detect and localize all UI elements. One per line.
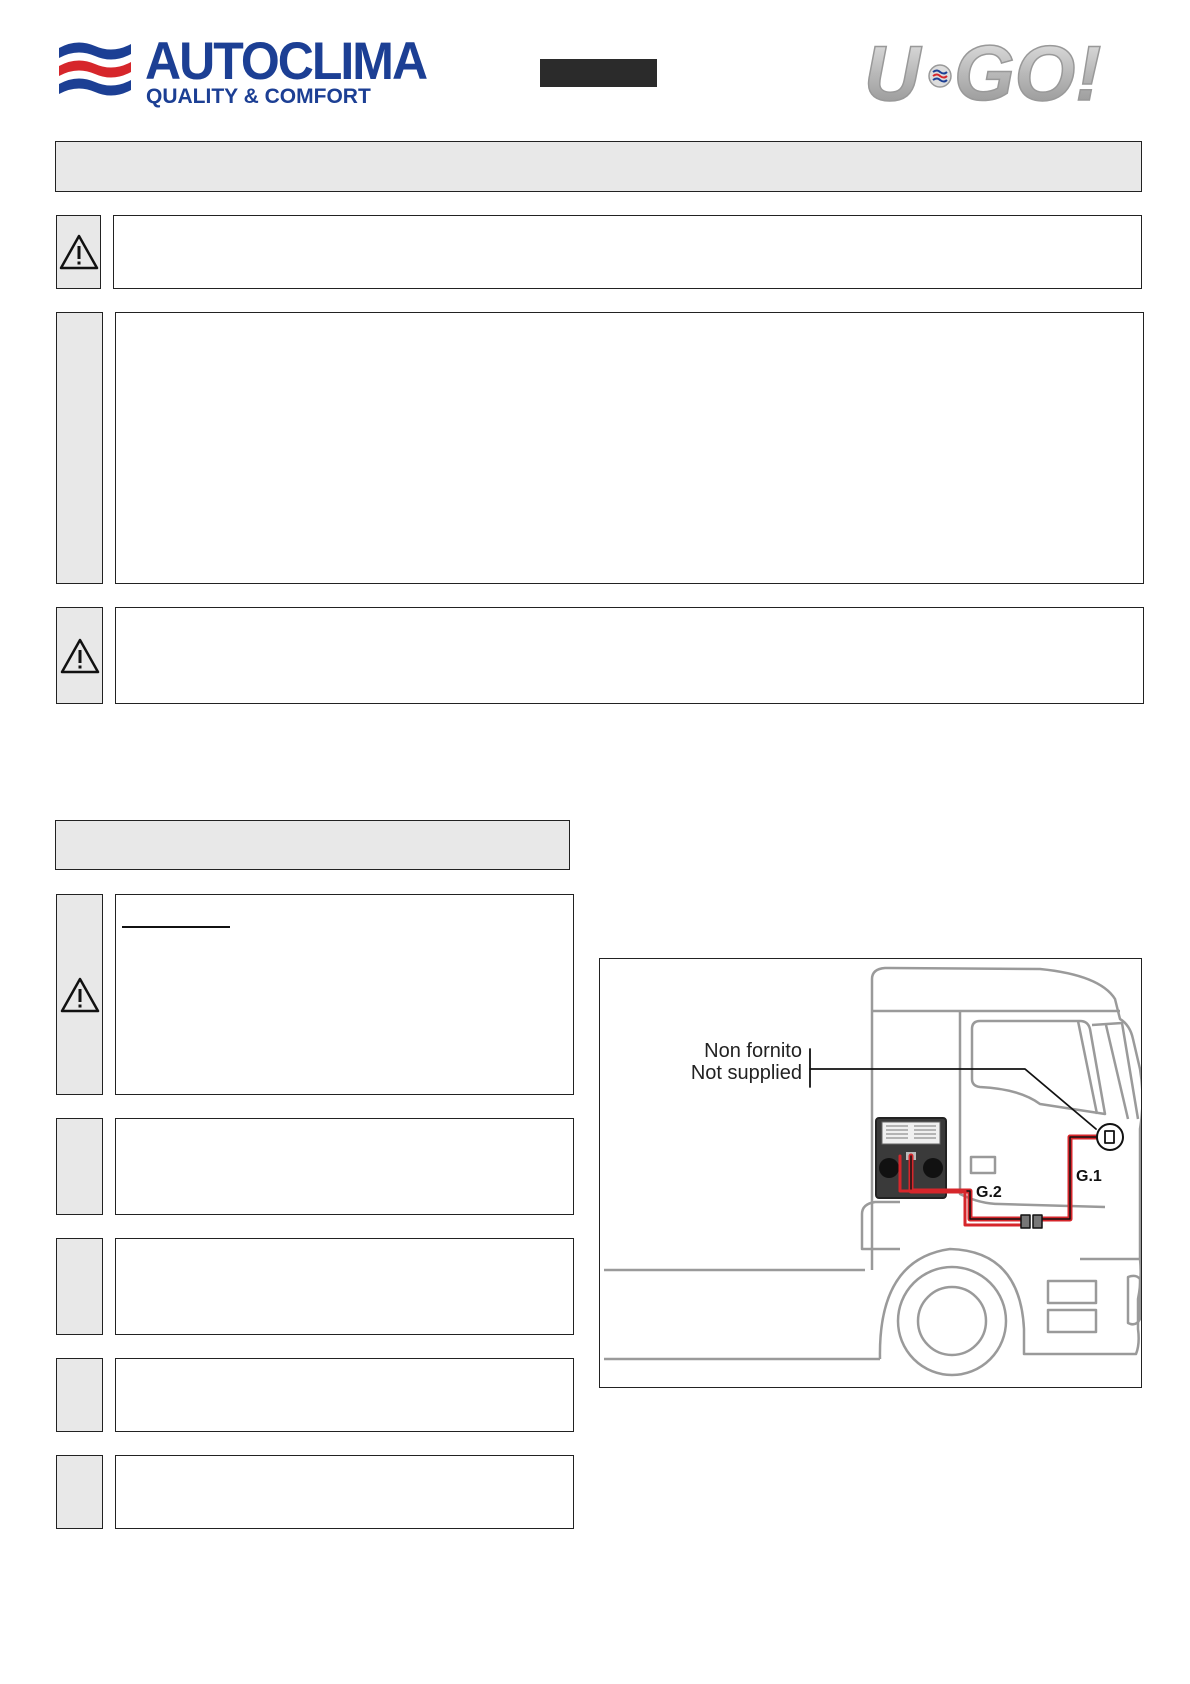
step-marker-column	[56, 1238, 103, 1335]
step-marker-column	[56, 312, 103, 584]
warning-triangle-icon	[60, 638, 100, 674]
instruction-text-box	[115, 312, 1144, 584]
warning-triangle-icon	[60, 977, 100, 1013]
warning-marker-column	[56, 894, 103, 1095]
warning-marker-column	[56, 607, 103, 704]
svg-text:GO!: GO!	[954, 34, 1102, 110]
section-header-bar	[55, 141, 1142, 192]
brand-name: AUTOCLIMA	[145, 31, 427, 91]
instruction-text-box	[115, 1238, 574, 1335]
ugo-logo	[864, 34, 1146, 110]
step-marker-column	[56, 1118, 103, 1215]
truck-wiring-figure	[599, 958, 1142, 1388]
warning-text-box	[115, 894, 574, 1095]
header-dark-tab	[540, 59, 657, 87]
section-header-bar	[55, 820, 570, 870]
underlined-heading-line	[122, 926, 230, 928]
warning-triangle-icon	[59, 234, 99, 270]
instruction-text-box	[115, 1358, 574, 1432]
wire-tag-g2: G.2	[976, 1184, 1002, 1201]
brand-tagline: QUALITY & COMFORT	[146, 85, 371, 108]
step-marker-column	[56, 1455, 103, 1529]
instruction-text-box	[115, 1118, 574, 1215]
autoclima-waves-logo	[57, 38, 133, 108]
not-supplied-label-it: Non fornito	[704, 1040, 802, 1062]
warning-text-box	[113, 215, 1142, 289]
not-supplied-label-en: Not supplied	[690, 1062, 802, 1084]
warning-marker-column	[56, 215, 101, 289]
step-marker-column	[56, 1358, 103, 1432]
svg-text:U: U	[864, 34, 921, 110]
warning-text-box	[115, 607, 1144, 704]
instruction-text-box	[115, 1455, 574, 1529]
truck-cab-drawing	[600, 959, 1142, 1388]
wire-tag-g1: G.1	[1076, 1168, 1102, 1185]
